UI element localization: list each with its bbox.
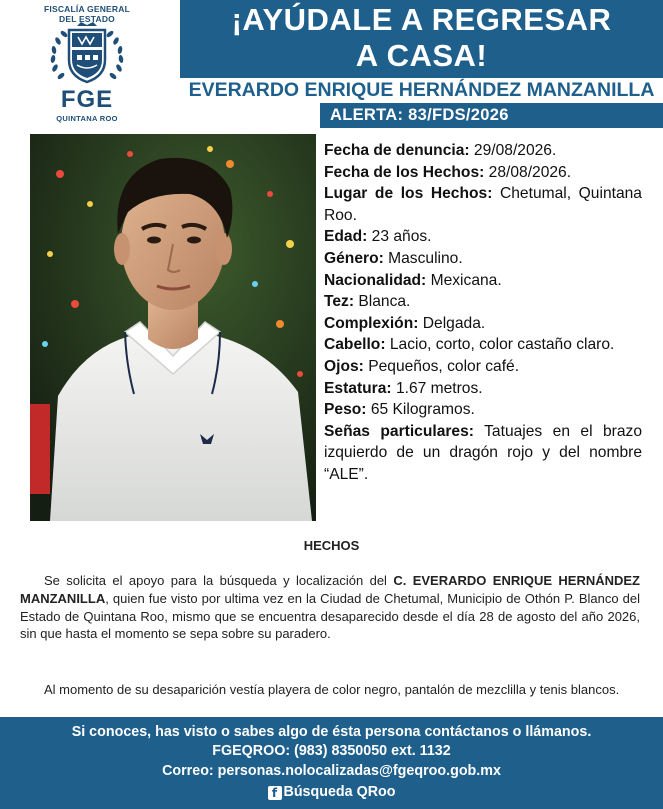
footer-email: Correo: personas.nolocalizadas@fgeqroo.gob.mx [162, 763, 501, 779]
logo-line-2: DEL ESTADO [59, 14, 115, 24]
detail-value: 28/08/2026. [488, 163, 572, 181]
detail-ojos [324, 356, 642, 378]
detail-label: Edad: [324, 228, 368, 246]
hechos-paragraph-2: Al momento de su desaparición vestía playera de color negro, pantalón de mezclilla y tenis blancos. [44, 682, 620, 697]
detail-tez [324, 291, 642, 313]
poster-title [180, 2, 663, 74]
detail-label: Lugar de los Hechos: [324, 185, 493, 203]
detail-label: Peso: [324, 401, 367, 419]
facebook-icon: f [268, 786, 282, 800]
detail-lugar-hechos [324, 183, 642, 226]
alert-number: ALERTA: 83/FDS/2026 [330, 106, 509, 124]
logo-acronym: FGE [60, 86, 114, 113]
logo-subtitle: QUINTANA ROO [56, 114, 118, 123]
detail-complexion [324, 313, 642, 335]
contact-footer [0, 717, 663, 809]
person-photo-illustration [30, 134, 316, 521]
detail-nacionalidad [324, 270, 642, 292]
title-band [180, 0, 663, 78]
detail-value: Masculino. [388, 249, 463, 267]
detail-peso [324, 399, 642, 421]
detail-value: Lacio, corto, color castaño claro. [389, 336, 615, 354]
detail-cabello [324, 334, 642, 356]
footer-call-to-action: Si conoces, has visto o sabes algo de ésta persona contáctanos o llámanos. [71, 724, 592, 740]
detail-fecha-hechos [324, 162, 642, 184]
detail-value: 29/08/2026. [473, 142, 557, 159]
detail-label: Ojos: [324, 357, 364, 375]
footer-phone: FGEQROO: (983) 8350050 ext. 1132 [212, 743, 451, 759]
title-line-2: A CASA! [355, 38, 488, 73]
detail-label: Género: [324, 249, 384, 267]
hechos-heading: HECHOS [303, 538, 360, 553]
detail-label: Fecha de los Hechos: [324, 163, 485, 181]
detail-value: 1.67 metros. [395, 379, 483, 397]
detail-estatura [324, 378, 642, 400]
detail-genero [324, 248, 642, 270]
title-line-1: ¡AYÚDALE A REGRESAR [231, 2, 612, 37]
detail-label: Señas particulares: [324, 422, 474, 440]
detail-value: Blanca. [358, 293, 411, 311]
state-coat-of-arms-icon [47, 22, 127, 86]
detail-label: Estatura: [324, 379, 392, 397]
fge-logo [22, 0, 152, 128]
hechos-p1-intro: Se solicita el apoyo para la búsqueda y localización del [44, 573, 394, 588]
detail-value: Chetumal, Quintana Roo. [324, 185, 642, 224]
footer-facebook-page: Búsqueda QRoo [283, 784, 396, 800]
detail-label: Tez: [324, 293, 355, 311]
footer-facebook [0, 783, 663, 801]
detail-label: Nacionalidad: [324, 271, 427, 289]
detail-value: Pequeños, color café. [368, 357, 520, 375]
detail-value: Mexicana. [430, 271, 502, 289]
detail-label: Cabello: [324, 336, 386, 354]
poster-header [0, 0, 663, 128]
missing-person-photo [30, 134, 316, 521]
detail-fecha-denuncia [324, 140, 642, 162]
detail-label: Complexión: [324, 314, 419, 332]
detail-label: Fecha de denuncia: [324, 142, 470, 159]
logo-line-1: FISCALÍA GENERAL [44, 4, 130, 14]
detail-value: 23 años. [371, 228, 432, 246]
logo-institution-name [22, 4, 152, 24]
detail-senas-particulares [324, 421, 642, 486]
person-details [324, 140, 642, 486]
alert-band [320, 103, 663, 128]
missing-person-name: EVERARDO ENRIQUE HERNÁNDEZ MANZANILLA [188, 79, 655, 101]
detail-value: Delgada. [422, 314, 486, 332]
detail-value: Tatuajes en el brazo izquierdo de un dragón rojo y del nombre “ALE”. [324, 422, 642, 483]
hechos-paragraph-1 [20, 572, 640, 643]
detail-edad [324, 226, 642, 248]
hechos-p1-name: C. EVERARDO ENRIQUE HERNÁNDEZ MANZANILLA [20, 573, 641, 606]
hechos-p1-rest: , quien fue visto por ultima vez en la Ciudad de Chetumal, Municipio de Othón P. Blanco del Estado de Quintana Roo, mismo que se encuentra desaparecido desde el día 28 de agosto del año 2026, sin que hasta el momento se sepa sobre su paradero. [20, 590, 640, 642]
detail-value: 65 Kilogramos. [370, 401, 475, 419]
